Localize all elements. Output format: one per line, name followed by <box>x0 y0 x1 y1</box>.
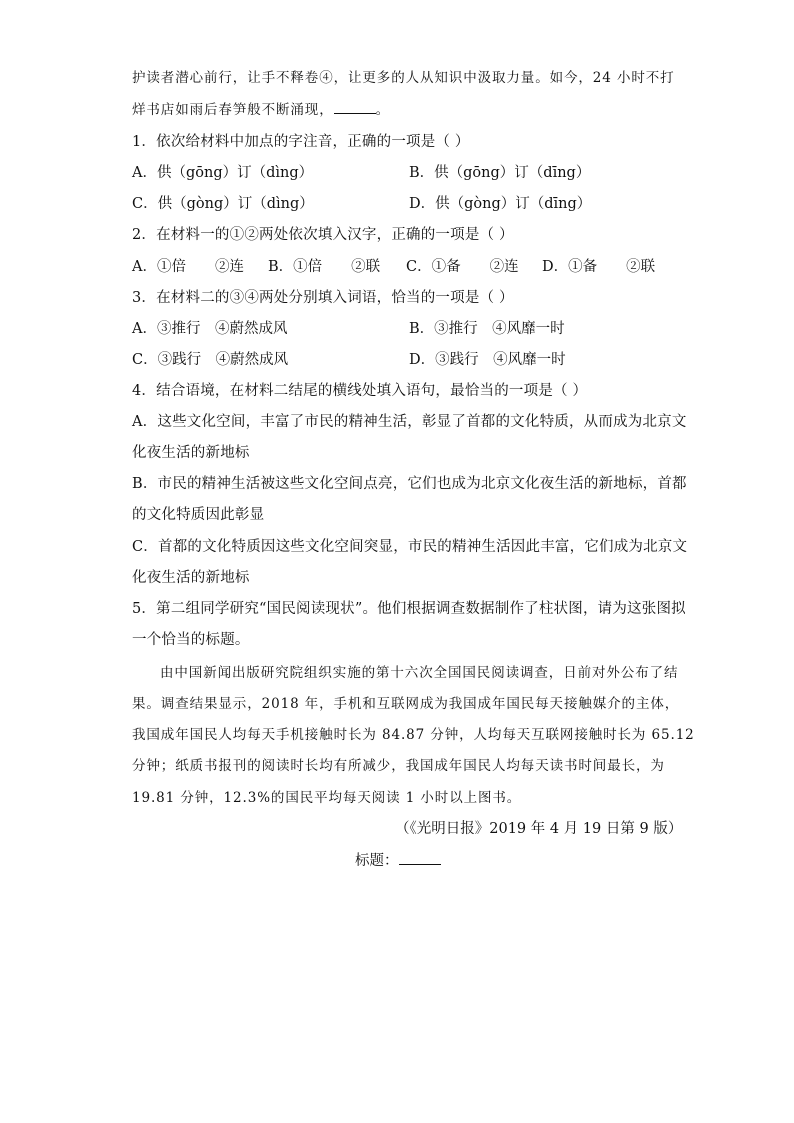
passage-line-2: 果。调查结果显示，2018 年，手机和互联网成为我国成年国民每天接触媒介的主体， <box>132 696 680 712</box>
q5-stem-line-1: 5．第二组同学研究“国民阅读现状”。他们根据调查数据制作了柱状图，请为这张图拟 <box>132 601 686 617</box>
q2-option-d: D．①备 ②联 <box>542 259 656 275</box>
q4-option-c-line-1: C．首都的文化特质因这些文化空间突显，市民的精神生活因此丰富，它们成为北京文 <box>132 539 688 555</box>
q3-option-a: A．③推行 ④蔚然成风 <box>132 321 288 337</box>
q1-option-b: B．供（gōng）订（dīng） <box>409 165 591 181</box>
q2-option-a: A．①倍 ②连 <box>132 259 244 275</box>
passage-line-4: 分钟；纸质书报刊的阅读时长均有所减少，我国成年国民人均每天读书时间最长，为 <box>132 758 665 774</box>
q4-option-b-line-2: 的文化特质因此彰显 <box>132 507 265 523</box>
material-tail-line-1: 护读者潜心前行，让手不释卷④，让更多的人从知识中汲取力量。如今，24 小时不打 <box>132 70 675 86</box>
period: 。 <box>375 102 391 118</box>
q4-option-c-line-2: 化夜生活的新地标 <box>132 570 250 586</box>
q3-option-d: D．③践行 ④风靡一时 <box>409 352 566 368</box>
q2-stem: 2．在材料一的①②两处依次填入汉字，正确的一项是（ ） <box>132 227 514 243</box>
q3-option-c: C．③践行 ④蔚然成风 <box>132 352 289 368</box>
q3-option-b: B．③推行 ④风靡一时 <box>409 321 565 337</box>
passage-line-5: 19.81 分钟，12.3%的国民平均每天阅读 1 小时以上图书。 <box>132 790 522 806</box>
passage-source: （《光明日报》2019 年 4 月 19 日第 9 版） <box>395 821 683 837</box>
q1-option-d: D．供（gòng）订（dīng） <box>409 196 592 212</box>
q4-option-b-line-1: B．市民的精神生活被这些文化空间点亮，它们也成为北京文化夜生活的新地标，首都 <box>132 476 687 492</box>
answer-blank[interactable] <box>334 101 376 114</box>
q4-option-a-line-1: A．这些文化空间，丰富了市民的精神生活，彰显了首都的文化特质，从而成为北京文 <box>132 414 687 430</box>
q1-stem: 1．依次给材料中加点的字注音，正确的一项是（ ） <box>132 134 470 150</box>
material-text: 烊书店如雨后春笋般不断涌现， <box>132 102 334 118</box>
material-tail-line-2 <box>132 98 390 118</box>
title-answer-blank[interactable] <box>399 852 441 865</box>
q1-option-c: C．供（gòng）订（dìng） <box>132 196 314 212</box>
q4-stem: 4．结合语境，在材料二结尾的横线处填入语句，最恰当的一项是（ ） <box>132 383 588 399</box>
title-answer-row <box>355 849 441 870</box>
passage-line-1: 由中国新闻出版研究院组织实施的第十六次全国国民阅读调查，日前对外公布了结 <box>160 665 679 681</box>
q4-option-a-line-2: 化夜生活的新地标 <box>132 445 250 461</box>
q2-option-b: B．①倍 ②联 <box>268 259 381 275</box>
q2-option-c: C．①备 ②连 <box>406 259 519 275</box>
q1-option-a: A．供（gōng）订（dìng） <box>132 165 314 181</box>
title-label: 标题： <box>355 853 399 869</box>
q3-stem: 3．在材料二的③④两处分别填入词语，恰当的一项是（ ） <box>132 290 514 306</box>
passage-line-3: 我国成年国民人均每天手机接触时长为 84.87 分钟，人均每天互联网接触时长为 65.12 <box>132 727 695 743</box>
q5-stem-line-2: 一个恰当的标题。 <box>132 632 250 648</box>
